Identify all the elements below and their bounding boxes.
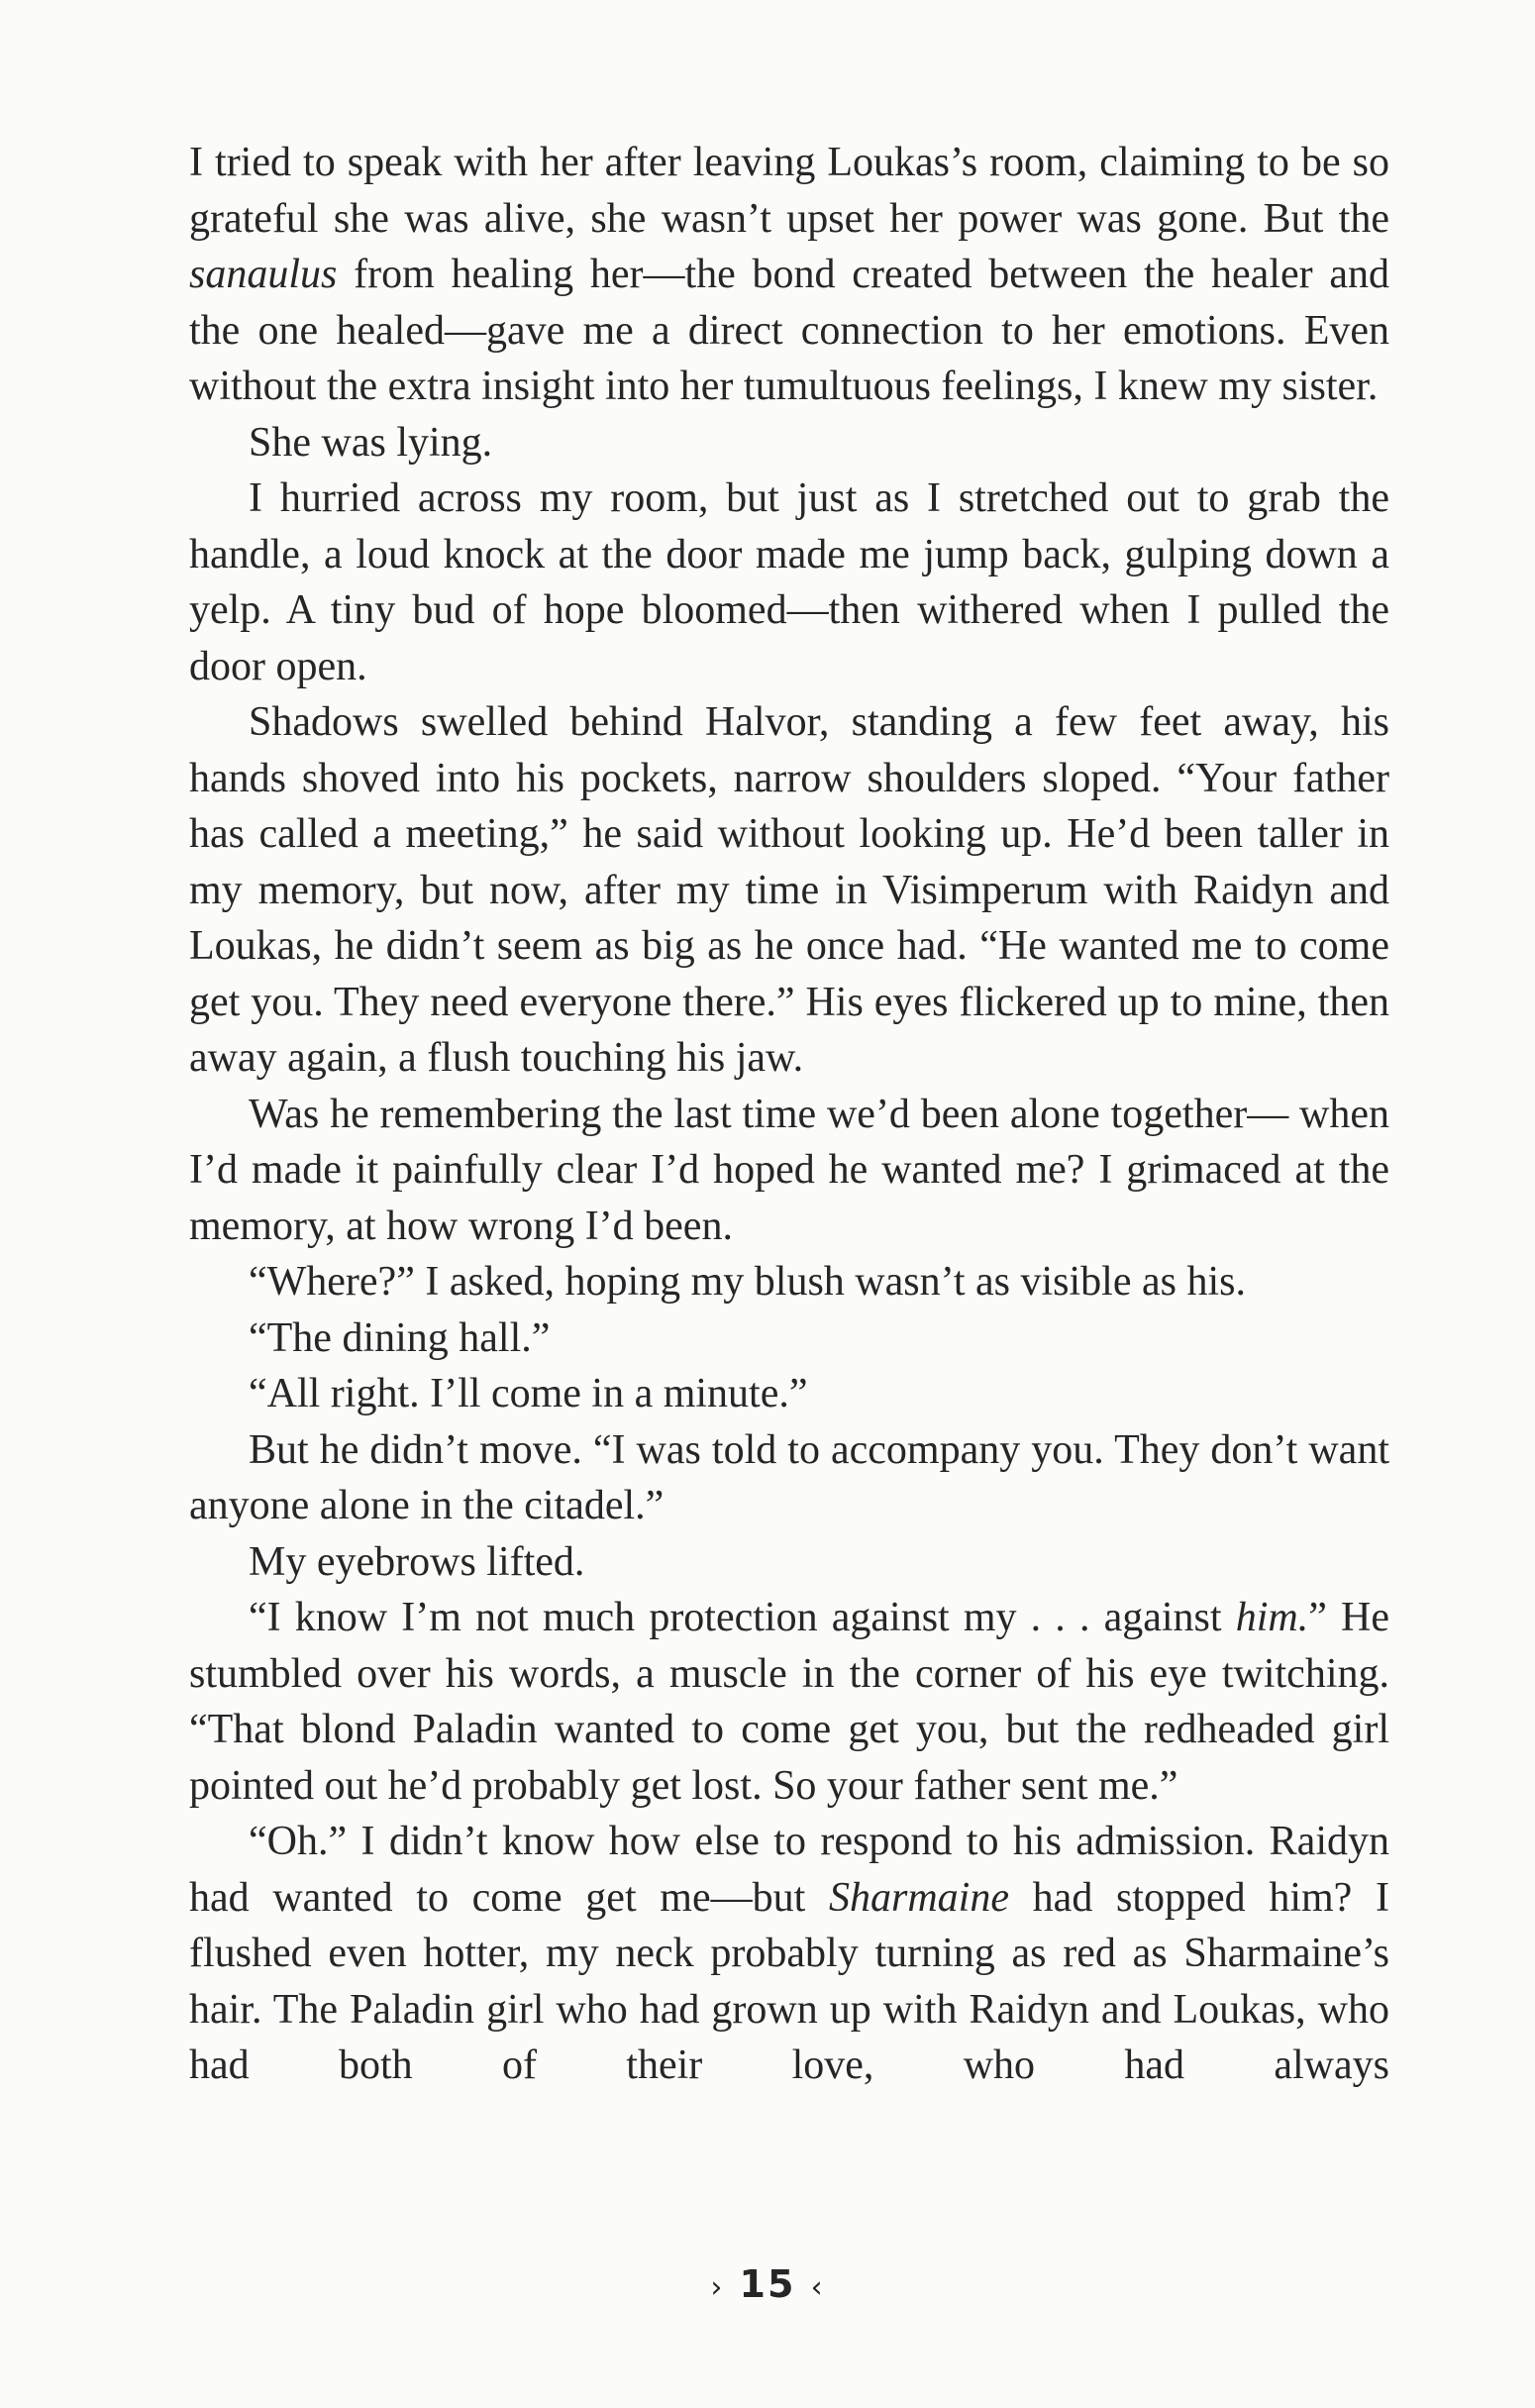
right-page-mark: ‹ — [810, 2270, 825, 2305]
paragraph — [189, 1310, 1389, 1367]
paragraph — [189, 471, 1389, 694]
italic-text: sanaulus — [189, 252, 338, 297]
paragraph — [189, 1254, 1389, 1310]
paragraph — [189, 694, 1389, 1087]
text-run: “I know I’m not much protection against my . . . against — [249, 1595, 1236, 1640]
page-number-footer — [0, 2262, 1535, 2306]
text-run: Shadows swelled behind Halvor, standing a few feet away, his hands shoved into his pockets, narrow shoulders sloped. “Your father has called a meeting,” he said without looking up. He’d been taller in my memory, but now, after my time in Visimperum with Raidyn and Loukas, he didn’t seem as big as he once had. “He wanted me to come get you. They need everyone there.” His eyes flickered up to mine, then away again, a flush touching his jaw. — [189, 699, 1389, 1081]
paragraph — [189, 1366, 1389, 1422]
paragraph — [189, 1087, 1389, 1255]
paragraph — [189, 1814, 1389, 2094]
text-run: My eyebrows lifted. — [249, 1538, 585, 1585]
italic-text: him. — [1235, 1595, 1309, 1640]
page-number: 15 — [739, 2262, 796, 2306]
text-run: “The dining hall.” — [249, 1314, 551, 1361]
paragraph — [189, 415, 1389, 471]
text-run: She was lying. — [249, 419, 493, 466]
text-run: I tried to speak with her after leaving Loukas’s room, claiming to be so grateful she was alive, she wasn’t upset her power was gone. But the — [189, 140, 1389, 242]
paragraph — [189, 1590, 1389, 1814]
paragraph — [189, 1534, 1389, 1591]
text-run: had stopped him? I flushed even hotter, my neck probably turning as red as Sharmaine’s hair. The Paladin girl who had grown up with Raidyn and Loukas, who had both of their love, who had always — [189, 1874, 1390, 2088]
text-run: “All right. I’ll come in a minute.” — [249, 1371, 808, 1416]
body-text — [189, 135, 1389, 2094]
text-run: from healing her—the bond created between the healer and the one healed—gave me a direct connection to her emotions. Even without the extra insight into her tumultuous feelings, I knew my sister. — [189, 252, 1389, 409]
italic-text: Sharmaine — [828, 1874, 1009, 1921]
text-run: “Where?” I asked, hoping my blush wasn’t as visible as his. — [249, 1259, 1246, 1305]
text-run: But he didn’t move. “I was told to accompany you. They don’t want anyone alone in the citadel.” — [189, 1426, 1389, 1528]
paragraph — [189, 1422, 1389, 1534]
paragraph — [189, 135, 1389, 415]
text-run: “Oh.” I didn’t know how else to respond to his admission. Raidyn had wanted to come get me—but — [189, 1819, 1389, 1921]
text-run: I hurried across my room, but just as I stretched out to grab the handle, a loud knock at the door made me jump back, gulping down a yelp. A tiny bud of hope bloomed—then withered when I pulled the door open. — [189, 475, 1389, 689]
left-page-mark: › — [710, 2270, 725, 2305]
text-run: Was he remembering the last time we’d been alone together— when I’d made it painfully clear I’d hoped he wanted me? I grimaced at the memory, at how wrong I’d been. — [189, 1091, 1389, 1249]
text-run: ” He stumbled over his words, a muscle in the corner of his eye twitching. “That blond Paladin wanted to come get you, but the redheaded girl pointed out he’d probably get lost. So your father sent me.” — [189, 1595, 1389, 1809]
